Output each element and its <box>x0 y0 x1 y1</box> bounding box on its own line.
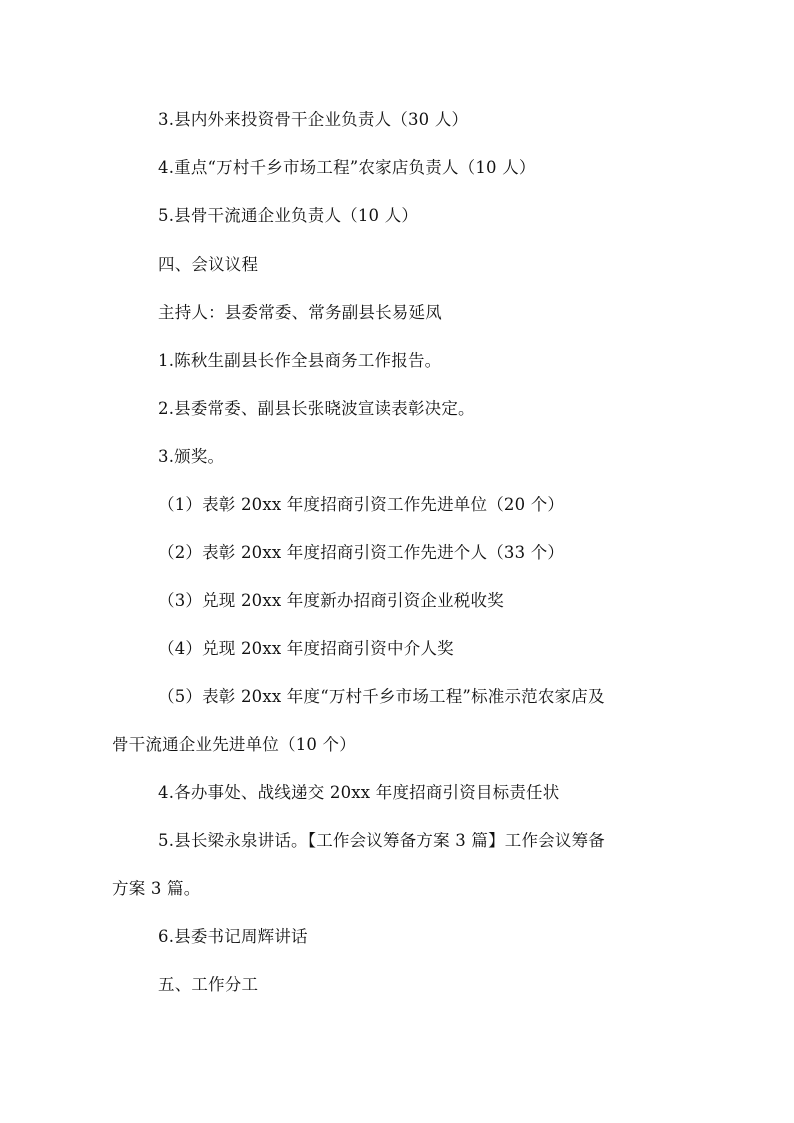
text-line: 2.县委常委、副县长张晓波宣读表彰决定。 <box>158 399 475 418</box>
text-line: （3）兑现 20xx 年度新办招商引资企业税收奖 <box>158 591 504 610</box>
text-line: （2）表彰 20xx 年度招商引资工作先进个人（33 个） <box>158 543 565 562</box>
section-heading: 五、工作分工 <box>158 975 259 994</box>
text-line: 4.重点“万村千乡市场工程”农家店负责人（10 人） <box>158 158 536 177</box>
text-line: （4）兑现 20xx 年度招商引资中介人奖 <box>158 639 454 658</box>
text-line: 1.陈秋生副县长作全县商务工作报告。 <box>158 351 442 370</box>
text-line: 3.县内外来投资骨干企业负责人（30 人） <box>158 110 469 129</box>
text-line: 6.县委书记周辉讲话 <box>158 927 308 946</box>
text-line: 4.各办事处、战线递交 20xx 年度招商引资目标责任状 <box>158 783 560 802</box>
text-line: 3.颁奖。 <box>158 447 225 466</box>
text-line: 5.县长梁永泉讲话。【工作会议筹备方案 3 篇】工作会议筹备 <box>158 831 605 850</box>
text-line: 方案 3 篇。 <box>112 879 201 898</box>
text-line: 5.县骨干流通企业负责人（10 人） <box>158 206 419 225</box>
text-line: 主持人：县委常委、常务副县长易延凤 <box>158 303 442 322</box>
text-line: 骨干流通企业先进单位（10 个） <box>112 735 356 754</box>
text-line: （5）表彰 20xx 年度“万村千乡市场工程”标准示范农家店及 <box>158 687 605 706</box>
text-line: （1）表彰 20xx 年度招商引资工作先进单位（20 个） <box>158 495 565 514</box>
section-heading: 四、会议议程 <box>158 255 259 274</box>
